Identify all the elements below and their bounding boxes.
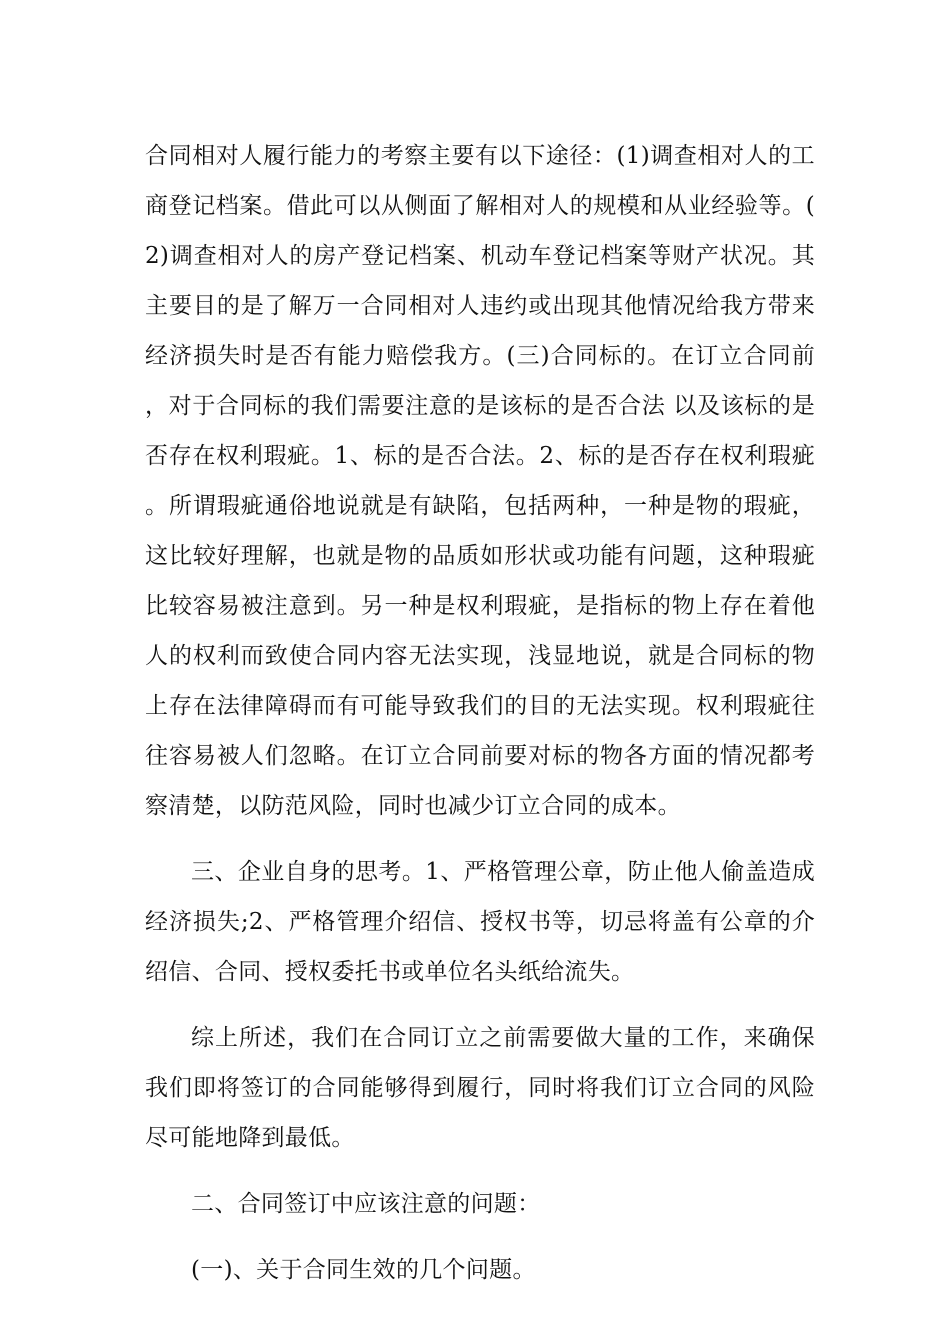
subsection-heading-contract-validity: (一)、关于合同生效的几个问题。: [191, 1257, 536, 1283]
paragraph-summary: 综上所述，我们在合同订立之前需要做大量的工作，来确保我们即将签订的合同能够得到履行，同时将我们订立合同的风险尽可能地降到最低。: [145, 1025, 815, 1151]
paragraph-enterprise-reflection: 三、企业自身的思考。1、严格管理公章，防止他人偷盖造成经济损失;2、严格管理介绍信、授权书等，切忌将盖有公章的介绍信、合同、授权委托书或单位名头纸给流失。: [145, 859, 815, 985]
paragraph-counterparty-review: 合同相对人履行能力的考察主要有以下途径：(1)调查相对人的工商登记档案。借此可以从侧面了解相对人的规模和从业经验等。(2)调查相对人的房产登记档案、机动车登记档案等财产状况。其主要目的是了解万一合同相对人违约或出现其他情况给我方带来经济损失时是否有能力赔偿我方。(三)合同标的。在订立合同前，对于合同标的我们需要注意的是该标的是否合法 以及该标的是否存在权利瑕疵。1、标的是否合法。2、标的是否存在权利瑕疵。所谓瑕疵通俗地说就是有缺陷，包括两种，一种是物的瑕疵，这比较好理解，也就是物的品质如形状或功能有问题，这种瑕疵比较容易被注意到。另一种是权利瑕疵，是指标的物上存在着他人的权利而致使合同内容无法实现，浅显地说，就是合同标的物上存在法律障碍而有可能导致我们的目的无法实现。权利瑕疵往往容易被人们忽略。在订立合同前要对标的物各方面的情况都考察清楚，以防范风险，同时也减少订立合同的成本。: [145, 143, 815, 819]
section-heading-signing-issues: 二、合同签订中应该注意的问题：: [191, 1191, 541, 1217]
document-body: [145, 131, 815, 1295]
